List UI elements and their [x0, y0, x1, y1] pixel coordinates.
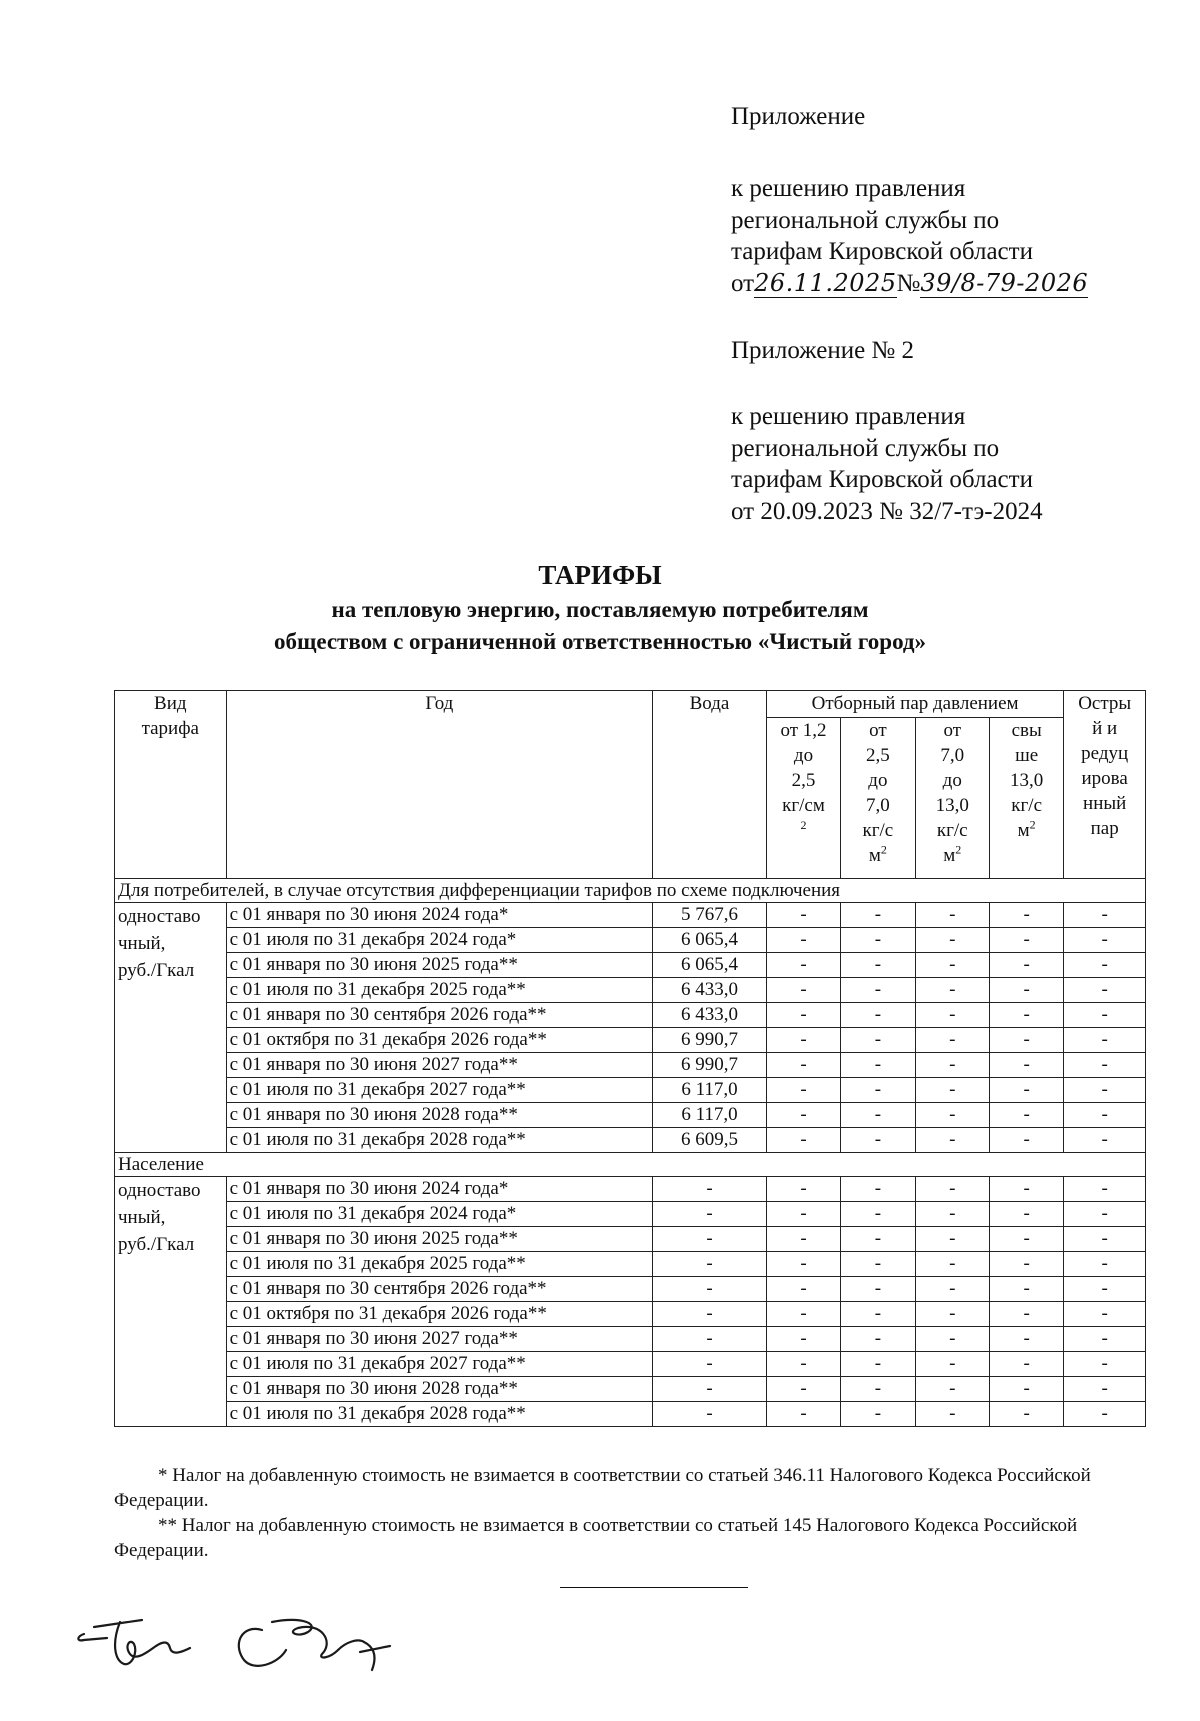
sharp-value-cell: -: [1064, 1252, 1146, 1277]
appendix2-header: [731, 335, 1171, 367]
p1-value-cell: -: [766, 1103, 840, 1128]
p3-value-cell: -: [915, 1003, 989, 1028]
water-value-cell: -: [653, 1352, 767, 1377]
p1-value-cell: -: [766, 1177, 840, 1202]
water-value-cell: 6 609,5: [653, 1128, 767, 1153]
p3-value-cell: -: [915, 903, 989, 928]
header-year: Год: [226, 691, 653, 879]
sharp-value-cell: -: [1064, 1327, 1146, 1352]
appendix2-title: Приложение № 2: [731, 337, 915, 364]
p2-value-cell: -: [841, 1277, 915, 1302]
section-header-row: [115, 1153, 1146, 1177]
signature-stroke: [156, 1643, 190, 1653]
table-row: [115, 1003, 1146, 1028]
p4-value-cell: -: [989, 978, 1063, 1003]
p2-value-cell: -: [841, 1402, 915, 1427]
tariffs-table: [114, 690, 1146, 1427]
p4-value-cell: -: [989, 1327, 1063, 1352]
p3-value-cell: -: [915, 1277, 989, 1302]
decision2-reference-block: [731, 401, 1171, 527]
document-title: ТАРИФЫ: [538, 560, 662, 590]
header-pressure-over-13-0: свы ше 13,0 кг/с $м^2$: [989, 718, 1063, 879]
period-cell: с 01 января по 30 июня 2028 года**: [226, 1103, 653, 1128]
footnote-vat-145: ** Налог на добавленную стоимость не взимается в соответствии со статьей 145 Налогового Кодекса Российской Федерации.: [114, 1515, 1078, 1561]
water-value-cell: -: [653, 1327, 767, 1352]
p4-value-cell: -: [989, 1053, 1063, 1078]
section-header-row: [115, 879, 1146, 903]
p1-value-cell: -: [766, 1128, 840, 1153]
p2-value-cell: -: [841, 1103, 915, 1128]
p1-value-cell: -: [766, 1227, 840, 1252]
decision2-line: от 20.09.2023 № 32/7-тэ-2024: [731, 497, 1043, 525]
water-value-cell: -: [653, 1302, 767, 1327]
p4-value-cell: -: [989, 1277, 1063, 1302]
table-row: [115, 1302, 1146, 1327]
table-row: [115, 978, 1146, 1003]
tariff-type-cell: [115, 903, 227, 1153]
table-row: [115, 1252, 1146, 1277]
appendix-title: Приложение: [731, 103, 866, 130]
signature-stroke: [78, 1634, 107, 1640]
period-cell: с 01 января по 30 июня 2027 года**: [226, 1053, 653, 1078]
p1-value-cell: -: [766, 1003, 840, 1028]
table-row: [115, 1177, 1146, 1202]
period-cell: с 01 января по 30 июня 2028 года**: [226, 1377, 653, 1402]
p4-value-cell: -: [989, 1202, 1063, 1227]
table-row: [115, 1402, 1146, 1427]
water-value-cell: -: [653, 1277, 767, 1302]
period-cell: с 01 января по 30 июня 2027 года**: [226, 1327, 653, 1352]
table-row: [115, 903, 1146, 928]
table-row: [115, 928, 1146, 953]
water-value-cell: 5 767,6: [653, 903, 767, 928]
period-cell: с 01 января по 30 июня 2024 года*: [226, 1177, 653, 1202]
table-row: [115, 1053, 1146, 1078]
water-value-cell: 6 117,0: [653, 1078, 767, 1103]
sharp-value-cell: -: [1064, 1103, 1146, 1128]
water-value-cell: 6 990,7: [653, 1028, 767, 1053]
decision-ref-date: 26.11.2025: [754, 268, 897, 297]
decision-line: тарифам Кировской области: [731, 238, 1033, 265]
p3-value-cell: -: [915, 1352, 989, 1377]
p1-value-cell: -: [766, 1277, 840, 1302]
water-value-cell: 6 065,4: [653, 953, 767, 978]
sharp-value-cell: -: [1064, 978, 1146, 1003]
p2-value-cell: -: [841, 1352, 915, 1377]
footnotes: [114, 1463, 1154, 1563]
p3-value-cell: -: [915, 1227, 989, 1252]
decision-reference-block: [731, 173, 1171, 299]
tariff-body: [115, 879, 1146, 1427]
p1-value-cell: -: [766, 1028, 840, 1053]
p4-value-cell: -: [989, 1128, 1063, 1153]
decision2-line: тарифам Кировской области: [731, 466, 1033, 493]
p2-value-cell: -: [841, 1053, 915, 1078]
period-cell: с 01 июля по 31 декабря 2027 года**: [226, 1352, 653, 1377]
p4-value-cell: -: [989, 1028, 1063, 1053]
period-cell: с 01 июля по 31 декабря 2027 года**: [226, 1078, 653, 1103]
sharp-value-cell: -: [1064, 1377, 1146, 1402]
p4-value-cell: -: [989, 1252, 1063, 1277]
tariff-type-line: одноставо: [118, 906, 201, 927]
period-cell: с 01 июля по 31 декабря 2028 года**: [226, 1128, 653, 1153]
sharp-value-cell: -: [1064, 1277, 1146, 1302]
header-tariff-type: Вид тарифа: [115, 691, 227, 879]
p1-value-cell: -: [766, 1327, 840, 1352]
p3-value-cell: -: [915, 1128, 989, 1153]
p4-value-cell: -: [989, 1377, 1063, 1402]
signature-stroke: [239, 1629, 286, 1666]
p2-value-cell: -: [841, 1128, 915, 1153]
tariff-type-line: руб./Гкал: [118, 960, 195, 981]
period-cell: с 01 января по 30 июня 2025 года**: [226, 953, 653, 978]
p3-value-cell: -: [915, 1103, 989, 1128]
p2-value-cell: -: [841, 1377, 915, 1402]
p2-value-cell: -: [841, 903, 915, 928]
sharp-value-cell: -: [1064, 1003, 1146, 1028]
header-water: Вода: [653, 691, 767, 879]
p1-value-cell: -: [766, 1352, 840, 1377]
water-value-cell: 6 433,0: [653, 1003, 767, 1028]
water-value-cell: -: [653, 1227, 767, 1252]
water-value-cell: 6 433,0: [653, 978, 767, 1003]
section-title: Для потребителей, в случае отсутствия дифференциации тарифов по схеме подключения: [115, 879, 1146, 903]
period-cell: с 01 января по 30 июня 2024 года*: [226, 903, 653, 928]
section-title: Население: [115, 1153, 1146, 1177]
document-subtitle-line1: на тепловую энергию, поставляемую потребителям: [331, 597, 869, 622]
period-cell: с 01 июля по 31 декабря 2025 года**: [226, 978, 653, 1003]
water-value-cell: -: [653, 1402, 767, 1427]
sharp-value-cell: -: [1064, 1078, 1146, 1103]
sharp-value-cell: -: [1064, 1302, 1146, 1327]
separator-line: [560, 1587, 748, 1588]
document-subtitle-line2: обществом с ограниченной ответственностью «Чистый город»: [273, 629, 927, 654]
p4-value-cell: -: [989, 1003, 1063, 1028]
table-row: [115, 1202, 1146, 1227]
p1-value-cell: -: [766, 1402, 840, 1427]
tariff-type-line: чный,: [118, 1207, 166, 1228]
p2-value-cell: -: [841, 953, 915, 978]
header-pressure-2-5-7-0: от 2,5 до 7,0 кг/с $м^2$: [841, 718, 915, 879]
p1-value-cell: -: [766, 1252, 840, 1277]
p4-value-cell: -: [989, 1103, 1063, 1128]
period-cell: с 01 июля по 31 декабря 2024 года*: [226, 1202, 653, 1227]
table-row: [115, 1377, 1146, 1402]
p3-value-cell: -: [915, 978, 989, 1003]
tariff-type-line: чный,: [118, 933, 166, 954]
p3-value-cell: -: [915, 1078, 989, 1103]
p2-value-cell: -: [841, 1078, 915, 1103]
p1-value-cell: -: [766, 1202, 840, 1227]
water-value-cell: 6 990,7: [653, 1053, 767, 1078]
period-cell: с 01 июля по 31 декабря 2028 года**: [226, 1402, 653, 1427]
sharp-value-cell: -: [1064, 1202, 1146, 1227]
p2-value-cell: -: [841, 1202, 915, 1227]
signature-stroke: [94, 1620, 156, 1664]
sharp-value-cell: -: [1064, 953, 1146, 978]
sharp-value-cell: -: [1064, 1402, 1146, 1427]
period-cell: с 01 октября по 31 декабря 2026 года**: [226, 1028, 653, 1053]
p2-value-cell: -: [841, 1177, 915, 1202]
decision-ref-line: [731, 268, 1171, 300]
p3-value-cell: -: [915, 1177, 989, 1202]
header-pressure-7-0-13-0: от 7,0 до 13,0 кг/с $м^2$: [915, 718, 989, 879]
p4-value-cell: -: [989, 1227, 1063, 1252]
p3-value-cell: -: [915, 1302, 989, 1327]
sharp-value-cell: -: [1064, 1177, 1146, 1202]
water-value-cell: 6 065,4: [653, 928, 767, 953]
p3-value-cell: -: [915, 1402, 989, 1427]
period-cell: с 01 января по 30 июня 2025 года**: [226, 1227, 653, 1252]
sharp-value-cell: -: [1064, 1128, 1146, 1153]
decision-line: к решению правления: [731, 175, 966, 202]
p3-value-cell: -: [915, 1202, 989, 1227]
p1-value-cell: -: [766, 978, 840, 1003]
p4-value-cell: -: [989, 1402, 1063, 1427]
decision-ref-number: 39/8-79-2026: [920, 268, 1089, 297]
p2-value-cell: -: [841, 1003, 915, 1028]
header-sharp-steam: Остры й и редуц ирова нный пар: [1064, 691, 1146, 879]
sharp-value-cell: -: [1064, 928, 1146, 953]
p3-value-cell: -: [915, 1377, 989, 1402]
table-row: [115, 1327, 1146, 1352]
sharp-value-cell: -: [1064, 1053, 1146, 1078]
decision-line: региональной службы по: [731, 206, 1000, 234]
p4-value-cell: -: [989, 1302, 1063, 1327]
appendix-header: [731, 101, 1171, 133]
table-row: [115, 1352, 1146, 1377]
tariff-type-line: одноставо: [118, 1180, 201, 1201]
p3-value-cell: -: [915, 1053, 989, 1078]
p1-value-cell: -: [766, 1377, 840, 1402]
p4-value-cell: -: [989, 1352, 1063, 1377]
table-row: [115, 1277, 1146, 1302]
water-value-cell: -: [653, 1177, 767, 1202]
p2-value-cell: -: [841, 1327, 915, 1352]
decision2-line: региональной службы по: [731, 434, 1000, 462]
signature-stroke: [360, 1642, 390, 1670]
p3-value-cell: -: [915, 953, 989, 978]
p3-value-cell: -: [915, 1028, 989, 1053]
sharp-value-cell: -: [1064, 1028, 1146, 1053]
decision-ref-no-sign: №: [896, 269, 921, 297]
table-row: [115, 1103, 1146, 1128]
decision2-line: к решению правления: [731, 403, 966, 430]
p3-value-cell: -: [915, 1327, 989, 1352]
table-row: [115, 953, 1146, 978]
period-cell: с 01 января по 30 сентября 2026 года**: [226, 1003, 653, 1028]
period-cell: с 01 октября по 31 декабря 2026 года**: [226, 1302, 653, 1327]
p1-value-cell: -: [766, 903, 840, 928]
p4-value-cell: -: [989, 1177, 1063, 1202]
p4-value-cell: -: [989, 953, 1063, 978]
p2-value-cell: -: [841, 1227, 915, 1252]
tariff-type-cell: [115, 1177, 227, 1427]
table-row: [115, 1028, 1146, 1053]
water-value-cell: -: [653, 1252, 767, 1277]
p2-value-cell: -: [841, 1028, 915, 1053]
p2-value-cell: -: [841, 1302, 915, 1327]
footnote-vat-346-11: * Налог на добавленную стоимость не взимается в соответствии со статьей 346.11 Налогового Кодекса Российской Федерации.: [114, 1465, 1091, 1511]
period-cell: с 01 июля по 31 декабря 2025 года**: [226, 1252, 653, 1277]
p2-value-cell: -: [841, 928, 915, 953]
p3-value-cell: -: [915, 1252, 989, 1277]
signature-image: [72, 1602, 412, 1692]
water-value-cell: -: [653, 1377, 767, 1402]
decision-ref-from: от: [731, 269, 755, 297]
period-cell: с 01 января по 30 сентября 2026 года**: [226, 1277, 653, 1302]
p1-value-cell: -: [766, 1078, 840, 1103]
water-value-cell: 6 117,0: [653, 1103, 767, 1128]
header-steam-pressure: Отборный пар давлением: [766, 691, 1064, 718]
tariff-type-line: руб./Гкал: [118, 1234, 195, 1255]
table-row: [115, 1078, 1146, 1103]
p4-value-cell: -: [989, 1078, 1063, 1103]
p4-value-cell: -: [989, 903, 1063, 928]
water-value-cell: -: [653, 1202, 767, 1227]
p2-value-cell: -: [841, 1252, 915, 1277]
table-row: [115, 1227, 1146, 1252]
p2-value-cell: -: [841, 978, 915, 1003]
p1-value-cell: -: [766, 1053, 840, 1078]
period-cell: с 01 июля по 31 декабря 2024 года*: [226, 928, 653, 953]
header-pressure-1-2-2-5: от 1,2 до 2,5 кг/см 2: [766, 718, 840, 879]
p1-value-cell: -: [766, 928, 840, 953]
p3-value-cell: -: [915, 928, 989, 953]
sharp-value-cell: -: [1064, 1227, 1146, 1252]
sharp-value-cell: -: [1064, 1352, 1146, 1377]
p1-value-cell: -: [766, 1302, 840, 1327]
sharp-value-cell: -: [1064, 903, 1146, 928]
p1-value-cell: -: [766, 953, 840, 978]
p4-value-cell: -: [989, 928, 1063, 953]
table-row: [115, 1128, 1146, 1153]
